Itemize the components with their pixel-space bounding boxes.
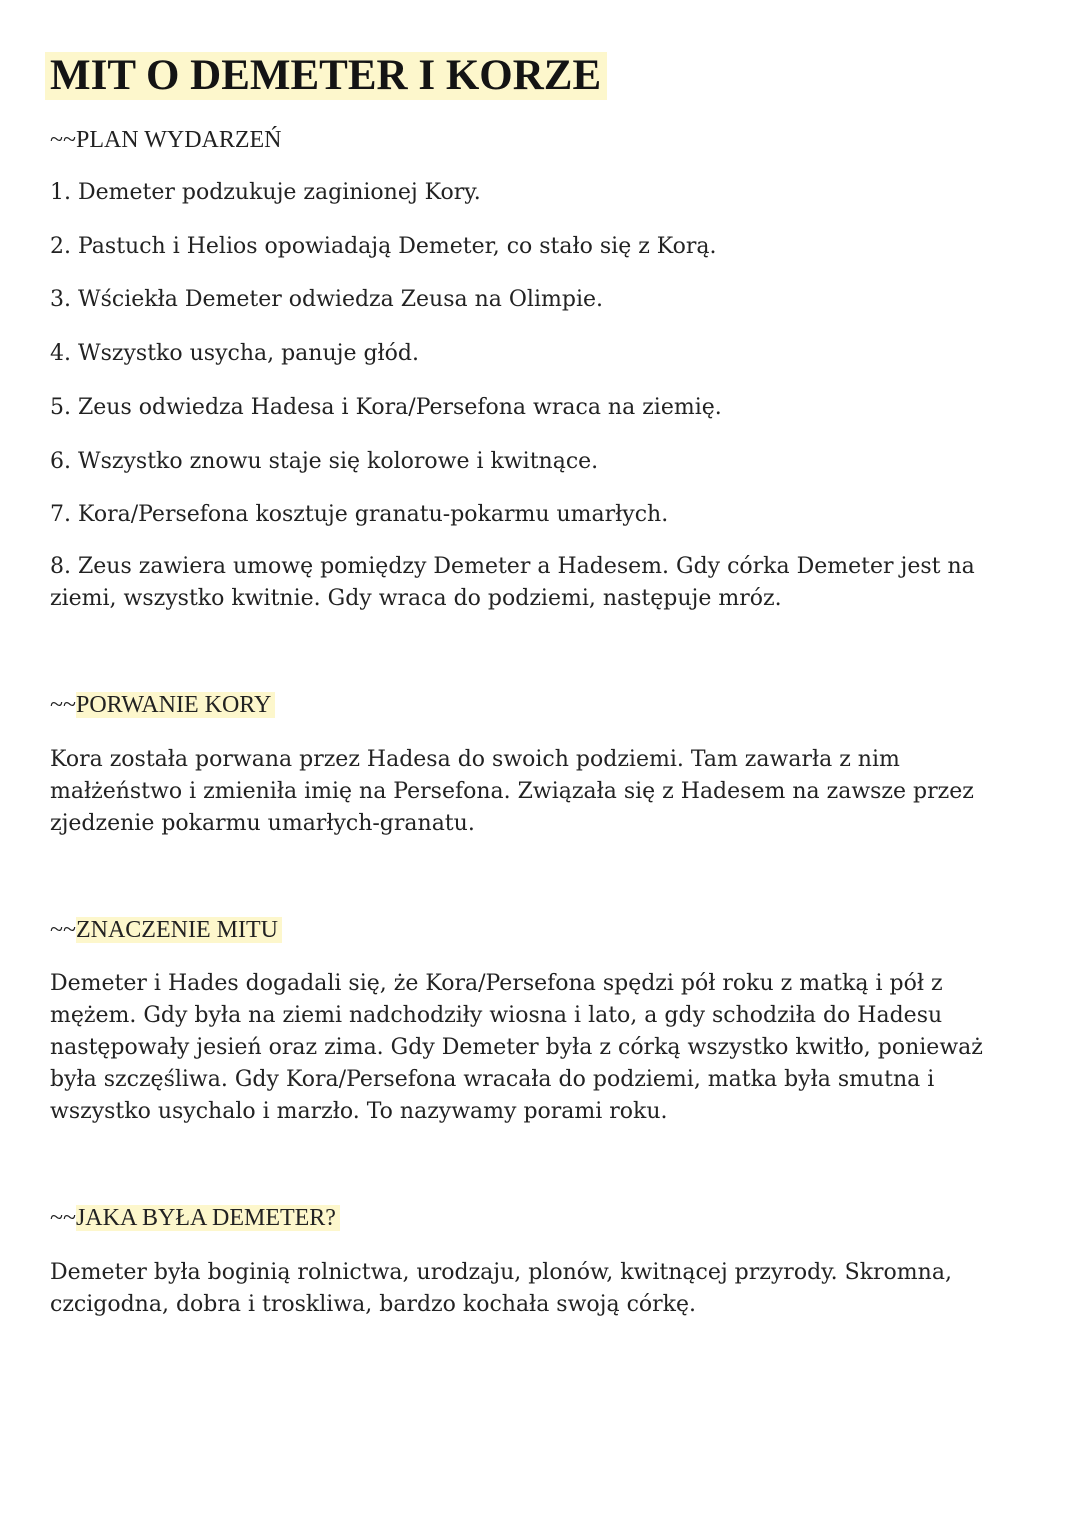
heading-prefix: ~~: [50, 1205, 76, 1231]
section-paragraph-jaka: Demeter była boginią rolnictwa, urodzaju, plonów, kwitnącej przyrody. Skromna, czcigodna, dobra i troskliwa, bardzo kochała swoją córkę.: [50, 1260, 952, 1317]
heading-text: PORWANIE KORY: [76, 692, 275, 718]
section-heading-porwanie: [50, 690, 275, 720]
section-heading-jaka: [50, 1203, 340, 1233]
heading-text: JAKA BYŁA DEMETER?: [76, 1205, 340, 1231]
section-paragraph-porwanie: Kora została porwana przez Hadesa do swoich podziemi. Tam zawarła z nim małżeństwo i zmieniła imię na Persefona. Związała się z Hadesem na zawsze przez zjedzenie pokarmu umarłych-granatu.: [50, 747, 974, 836]
plan-item: 7. Kora/Persefona kosztuje granatu-pokarmu umarłych.: [50, 502, 669, 527]
plan-item: 5. Zeus odwiedza Hadesa i Kora/Persefona wraca na ziemię.: [50, 395, 722, 420]
section-paragraph-znaczenie: Demeter i Hades dogadali się, że Kora/Persefona spędzi pół roku z matką i pół z mężem. Gdy była na ziemi nadchodziły wiosna i lato, a gdy schodziła do Hadesu następowały jesień oraz zima. Gdy Demeter była z córką wszystko kwitło, ponieważ była szczęśliwa. Gdy Kora/Persefona wracała do podziemi, matka była smutna i wszystko usychalo i marzło. To nazywamy porami roku.: [50, 971, 983, 1124]
section-heading-plan: [50, 125, 282, 155]
plan-item: 2. Pastuch i Helios opowiadają Demeter, co stało się z Korą.: [50, 234, 717, 259]
heading-text: PLAN WYDARZEŃ: [75, 127, 282, 153]
plan-item: 1. Demeter podzukuje zaginionej Kory.: [50, 180, 481, 205]
page-title: MIT O DEMETER I KORZE: [45, 52, 607, 100]
section-heading-znaczenie: [50, 915, 282, 945]
plan-item: 8. Zeus zawiera umowę pomiędzy Demeter a Hadesem. Gdy córka Demeter jest na ziemi, wszystko kwitnie. Gdy wraca do podziemi, następuje mróz.: [50, 554, 975, 611]
plan-item: 3. Wściekła Demeter odwiedza Zeusa na Olimpie.: [50, 287, 603, 312]
plan-item: 4. Wszystko usycha, panuje głód.: [50, 341, 419, 366]
heading-prefix: ~~: [50, 917, 76, 943]
heading-text: ZNACZENIE MITU: [76, 917, 282, 943]
heading-prefix: ~~: [50, 692, 76, 718]
heading-prefix: ~~: [50, 127, 76, 153]
plan-item: 6. Wszystko znowu staje się kolorowe i kwitnące.: [50, 449, 599, 474]
